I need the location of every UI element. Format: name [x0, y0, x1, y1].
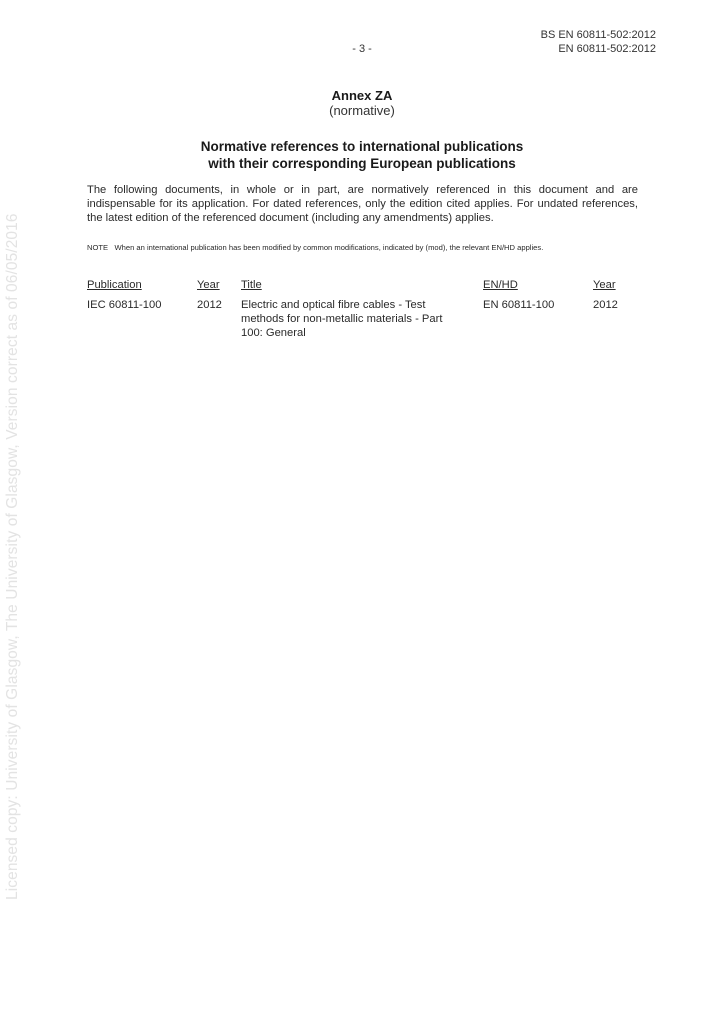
cell-publication: IEC 60811-100: [87, 299, 162, 311]
header-year-en: Year: [593, 279, 616, 291]
intro-paragraph: The following documents, in whole or in part, are normatively referenced in this document and are indispensable for its application. For dated references, only the edition cited applies. For undated references, the latest edition of the referenced document (including any amendments) applies.: [87, 184, 638, 224]
header-publication: Publication: [87, 279, 142, 291]
note-paragraph: [87, 243, 638, 254]
header-page-number: - 3 -: [352, 43, 372, 55]
cell-title: Electric and optical fibre cables - Test methods for non-metallic materials - Part 100: General: [241, 299, 443, 339]
section-title-line1: Normative references to international publications: [200, 139, 524, 154]
header-en-number: EN 60811-502:2012: [558, 43, 656, 55]
header-standard-number: BS EN 60811-502:2012: [540, 29, 656, 41]
cell-year-en: 2012: [593, 299, 618, 311]
section-title: [0, 138, 724, 172]
header-en-hd: EN/HD: [483, 279, 518, 291]
annex-title: Annex ZA: [331, 88, 393, 103]
note-text: When an international publication has been modified by common modifications, indicated by (mod), the relevant EN/HD applies.: [114, 243, 544, 252]
license-watermark: Licensed copy: University of Glasgow, The University of Glasgow, Version correct as of 06/05/2016: [4, 213, 21, 900]
header-title: Title: [241, 279, 262, 291]
annex-subtitle: (normative): [329, 103, 395, 118]
cell-year: 2012: [197, 299, 222, 311]
cell-en-hd: EN 60811-100: [483, 299, 555, 311]
header-year: Year: [197, 279, 220, 291]
note-label: NOTE: [87, 243, 109, 252]
section-title-line2: with their corresponding European publications: [208, 156, 516, 171]
